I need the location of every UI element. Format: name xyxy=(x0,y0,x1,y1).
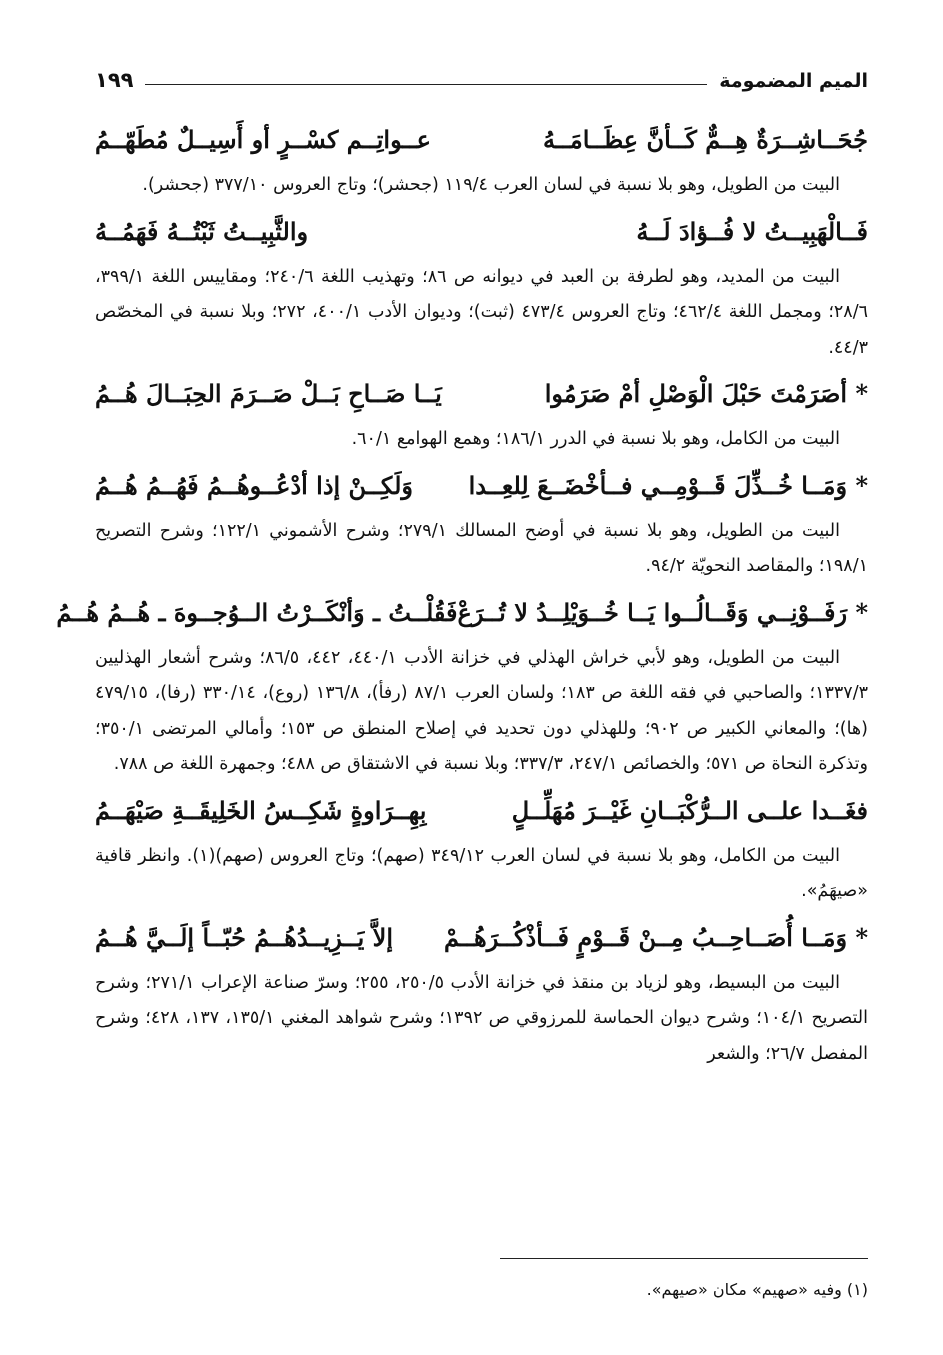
commentary-text: البيت من الكامل، وهو بلا نسبة في الدرر ١٨٦/١؛ وهمع الهوامع ٦٠/١. xyxy=(351,429,840,449)
footnote-separator xyxy=(500,1258,868,1259)
page-body xyxy=(56,112,868,1072)
header-rule xyxy=(145,84,707,85)
verse-commentary xyxy=(95,168,868,204)
first-hemistich: * أصَرَمْتَ حَبْلَ الْوَصْلِ أمْ صَرَمُوا xyxy=(544,379,868,408)
second-hemistich: عــواتِــم كسْــرٍ أو أَسِيــلٌ مُطَهّــمُ xyxy=(95,125,431,154)
second-hemistich: يَــا صَــاحِ بَــلْ صَــرَمَ الحِبَــالَ هُــمُ xyxy=(95,379,442,408)
verse-line xyxy=(95,204,868,260)
commentary-text: البيت من الطويل، وهو بلا نسبة في لسان العرب ١١٩/٤ (جحشر)؛ وتاج العروس ٣٧٧/١٠ (جحشر). xyxy=(142,175,840,195)
verse-commentary xyxy=(95,514,868,585)
verse-line xyxy=(95,458,868,514)
commentary-text: البيت من الطويل، وهو لأبي خراش الهذلي في خزانة الأدب ٤٤٠/١، ٤٤٢، ٨٦/٥؛ وشرح أشعار الهذليين ١٣٣٧/٣؛ والصاحبي في فقه اللغة ص ١٨٣؛ ولسان العرب ٨٧/١ (رفأ)، ١٣٦/٨ (روع)، ٣٣٠/١٤ (رفا)، ٤٧٩/١٥ (ها)؛ والمعاني الكبير ص ٩٠٢؛ وللهذلي دون تحديد في إصلاح المنطق ص ١٥٣؛ وأمالي المرتضى ٣٥٠/١؛ وتذكرة النحاة ص ٥٧١؛ والخصائص ٢٤٧/١، ٣٣٧/٣؛ وبلا نسبة في الاشتقاق ص ٤٨٨؛ وجمهرة اللغة ص ٧٨٨. xyxy=(95,647,868,774)
section-title: الميم المضمومة xyxy=(719,70,868,92)
second-hemistich: إلاَّ يَــزِيــدُهُــمُ حُبّــاً إلَــيَّ هُــمُ xyxy=(95,922,393,952)
first-hemistich: * رَفَــوْنِــي وَقَــالُــوا يَــا خُــوَيْلِــدُ لا تُــرَعْ xyxy=(457,597,868,627)
second-hemistich: فَقُلْــتُ ـ وَأنْكَــرْتُ الــوُجــوهَ ـ هُــمُ هُــمُ xyxy=(56,597,458,627)
commentary-text: البيت من الطويل، وهو بلا نسبة في أوضح المسالك ٢٧٩/١؛ وشرح الأشموني ١٢٢/١؛ وشرح التصريح ١٩٨/١؛ والمقاصد النحويّة ٩٤/٢. xyxy=(95,520,868,576)
verse-commentary xyxy=(95,641,868,783)
first-hemistich: فغَــدا علــى الــرُّكْبَــانِ غَيْــرَ مُهَلِّــلٍ xyxy=(511,795,868,825)
verse-line xyxy=(56,585,868,641)
first-hemistich: جُحَــاشِــرَةٌ هِــمٌّ كَــأنَّ عِظَــامَــهُ xyxy=(542,125,868,154)
second-hemistich: وَلَكِــنْ إذا أدْعُــوهُــمُ فَهُــمُ هُــمُ xyxy=(95,470,414,500)
running-head xyxy=(95,62,868,92)
verse-commentary xyxy=(95,839,868,910)
first-hemistich: * وَمَــا أُصَــاحِــبُ مِــنْ قَــوْمٍ فَــأذْكُــرَهُــمْ xyxy=(444,922,868,952)
commentary-text: البيت من الكامل، وهو بلا نسبة في لسان العرب ٣٤٩/١٢ (صهم)؛ وتاج العروس (صهم)(١). وانظر قافية «صيهَمُ». xyxy=(95,845,868,901)
second-hemistich: والثَّبِيــتُ ثَبْتُــهُ فَهَمُــهُ xyxy=(95,216,309,246)
verse-commentary xyxy=(95,966,868,1073)
verse-commentary xyxy=(95,260,868,367)
verse-line xyxy=(95,783,868,839)
commentary-text: البيت من البسيط، وهو لزياد بن منقذ في خزانة الأدب ٢٥٠/٥، ٢٥٥؛ وسرّ صناعة الإعراب ٢٧١/١؛ وشرح التصريح ١٠٤/١؛ وشرح ديوان الحماسة للمرزوقي ص ١٣٩٢؛ وشرح شواهد المغني ١٣٥/١، ١٣٧، ٤٢٨؛ وشرح المفصل ٢٦/٧؛ والشعر xyxy=(95,972,868,1064)
second-hemistich: بِهِــرَاوةٍ شَكِــسُ الخَلِيقَــةِ صَيْهَــمُ xyxy=(95,795,427,825)
commentary-text: البيت من المديد، وهو لطرفة بن العبد في ديوانه ص ٨٦؛ وتهذيب اللغة ٢٤٠/٦؛ ومقاييس اللغة ٣٩٩/١، ٢٨/٦؛ ومجمل اللغة ٤٦٢/٤؛ وتاج العروس ٤٧٣/٤ (ثبت)؛ وديوان الأدب ٤٠٠/١، ٢٧٢؛ وبلا نسبة في المخصّص ٤٤/٣. xyxy=(95,266,868,358)
page-number: ١٩٩ xyxy=(95,68,134,92)
first-hemistich: * وَمَــا خُــذِّلَ قَــوْمِــي فــأخْضَــعَ لِلعِــدا xyxy=(468,470,868,500)
verse-commentary xyxy=(95,422,868,458)
footnote: (١) وفيه «صهيم» مكان «صيهم». xyxy=(646,1280,868,1299)
first-hemistich: فَــالْهَبِيــتُ لا فُــؤادَ لَــهُ xyxy=(636,216,868,246)
verse-line xyxy=(95,366,868,422)
verse-line xyxy=(95,910,868,966)
verse-line xyxy=(95,112,868,168)
